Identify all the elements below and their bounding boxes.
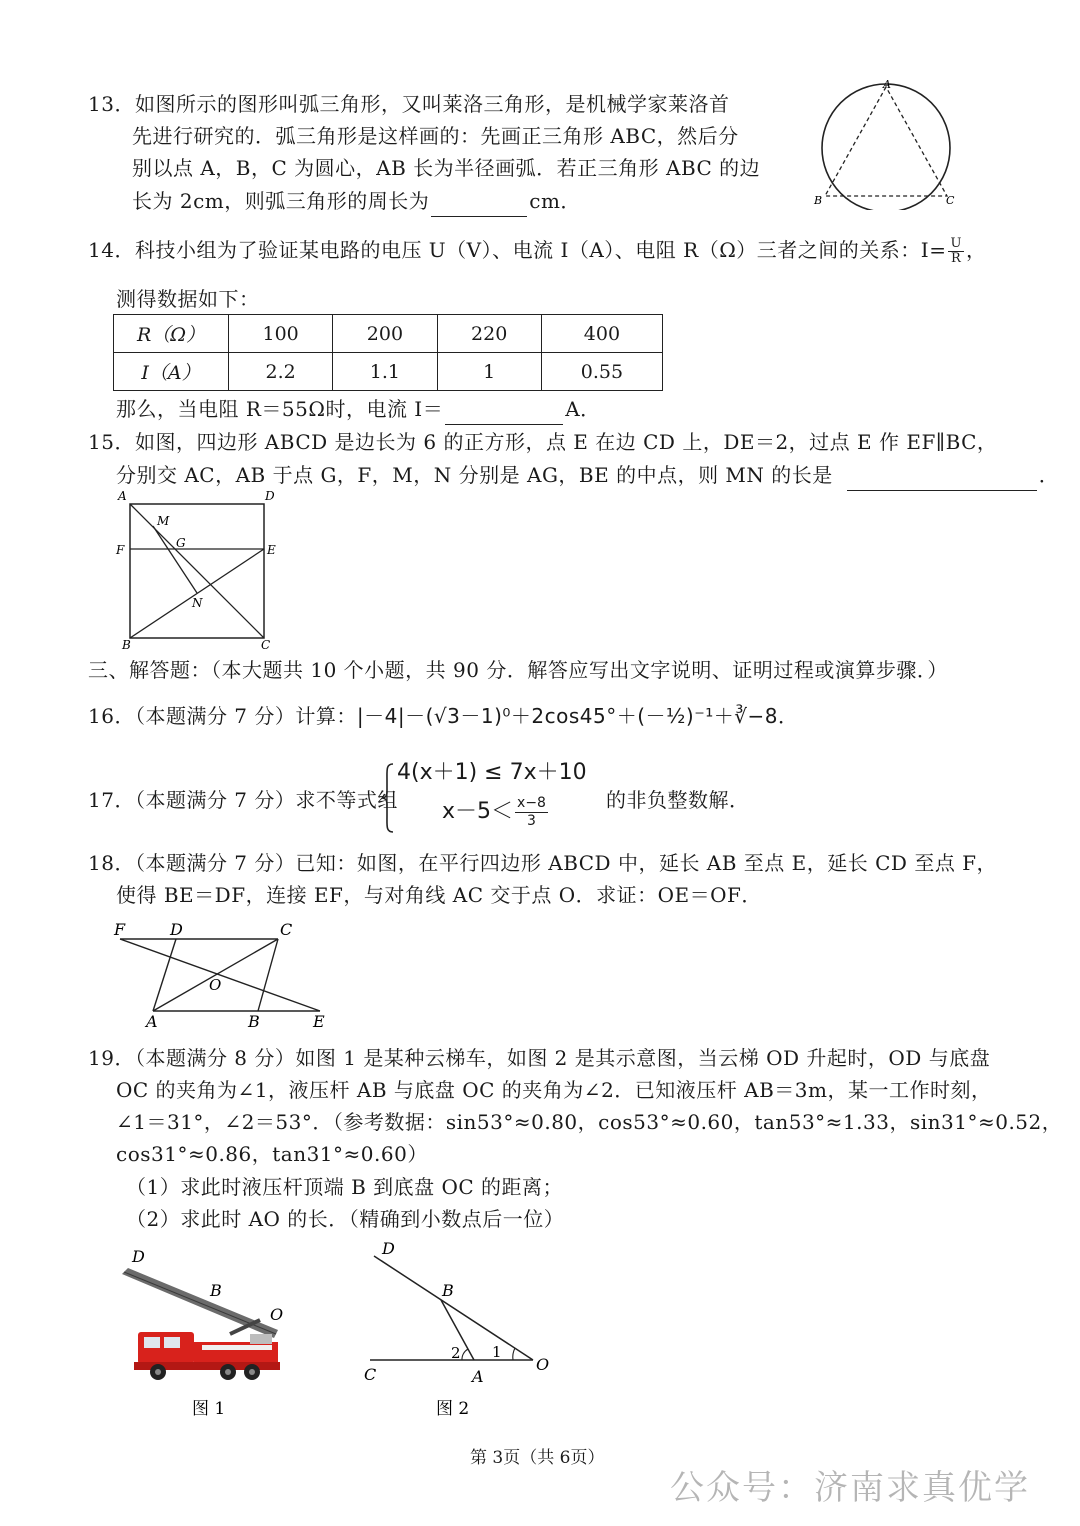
table-cell: 2.2 [229, 353, 333, 391]
table-cell: 100 [229, 315, 333, 353]
q19-line4: cos31°≈0.86，tan31°≈0.60） [116, 1142, 428, 1166]
table-cell: 1 [437, 353, 541, 391]
label-C: C [261, 638, 271, 652]
q15-answer-blank [847, 468, 1037, 491]
ladder-schematic-figure [350, 1238, 570, 1428]
q19-line1: 19．（本题满分 8 分）如图 1 是某种云梯车，如图 2 是其示意图，当云梯 OD 升起时，OD 与底盘 [88, 1046, 991, 1070]
q15-line2-end: ． [1038, 463, 1060, 487]
q16-line [88, 700, 799, 732]
q15-line1: 15．如图，四边形 ABCD 是边长为 6 的正方形，点 E 在边 CD 上，DE＝2，过点 E 作 EF∥BC， [88, 430, 998, 454]
figure-1-caption: 图 1 [192, 1399, 226, 1419]
inequality-2-lhs: x－5＜ [442, 799, 514, 824]
q14-line1-end: ， [965, 238, 987, 262]
diagonal-ac [153, 939, 278, 1011]
q14-answer-blank [445, 402, 563, 425]
q16-expression: |－4|－(√3－1)⁰＋2cos45°＋(－½)⁻¹＋∛−8． [356, 704, 799, 728]
label-N: N [192, 596, 203, 610]
label-O: O [209, 976, 222, 994]
section-3-heading: 三、解答题：（本大题共 10 个小题，共 90 分．解答应写出文字说明、证明过程或演算步骤．） [88, 658, 948, 682]
label-F: F [116, 543, 125, 557]
label-A: A [472, 1367, 484, 1386]
q15-line2-text: 分别交 AC，AB 于点 G，F，M，N 分别是 AG，BE 的中点，则 MN 的长是 [116, 463, 833, 487]
parallelogram-figure [108, 914, 338, 1032]
label-C: C [946, 194, 955, 207]
label-A: A [146, 1012, 158, 1031]
label-D: D [170, 920, 183, 939]
segment-be [130, 549, 264, 638]
label-A: A [118, 489, 127, 503]
data-table [113, 314, 663, 391]
frac-denominator: 3 [527, 812, 536, 829]
inequality-1: 4(x＋1) ≤ 7x＋10 [397, 760, 587, 785]
label-G: G [176, 536, 186, 550]
table-row [114, 353, 663, 391]
q14-unit: A． [565, 397, 601, 421]
q13-line4-text: 长为 2cm，则弧三角形的周长为 [132, 189, 430, 213]
fire-truck-figure [110, 1238, 310, 1428]
reuleaux-outline [822, 84, 950, 210]
ohm-law-fraction [948, 237, 963, 266]
label-C: C [364, 1365, 377, 1384]
q13-unit: cm． [529, 189, 581, 213]
truck-ladder [122, 1268, 278, 1338]
label-B: B [814, 194, 823, 207]
square-figure [110, 486, 290, 654]
inequality-2 [442, 792, 550, 832]
label-O: O [270, 1305, 284, 1324]
label-E: E [267, 543, 276, 557]
table-cell: 0.55 [541, 353, 662, 391]
label-D: D [132, 1247, 145, 1266]
inner-triangle [825, 87, 947, 196]
label-A: A [883, 78, 891, 91]
page-number: 第 3页（共 6页） [470, 1448, 605, 1468]
q13-line3: 别以点 A，B，C 为圆心，AB 长为半径画弧．若正三角形 ABC 的边 [132, 156, 761, 180]
q14-line1 [88, 234, 986, 266]
angle-2-arc [462, 1349, 468, 1360]
q18-line1: 18．（本题满分 7 分）已知：如图，在平行四边形 ABCD 中，延长 AB 至点 E，延长 CD 至点 F， [88, 851, 998, 875]
system-brace [380, 762, 396, 834]
q14-line2: 测得数据如下： [116, 287, 260, 311]
inequality-2-fraction [515, 795, 548, 830]
label-B: B [248, 1012, 260, 1031]
frac-numerator: U [950, 236, 962, 251]
q19-line2: OC 的夹角为∠1，液压杆 AB 与底盘 OC 的夹角为∠2．已知液压杆 AB＝3m，某一工作时刻， [116, 1078, 992, 1102]
q19-line3: ∠1＝31°，∠2＝53°．（参考数据：sin53°≈0.80，cos53°≈0.60，tan53°≈1.33，sin31°≈0.52， [116, 1110, 1063, 1134]
label-D: D [382, 1239, 395, 1258]
table-cell: 200 [333, 315, 437, 353]
figure-2-caption: 图 2 [436, 1399, 470, 1419]
q16-prefix: 16．（本题满分 7 分）计算： [88, 704, 357, 728]
q14-line3 [116, 393, 601, 425]
label-B: B [442, 1281, 454, 1300]
side-bc [258, 939, 278, 1011]
q18-line2: 使得 BE＝DF，连接 EF，与对角线 AC 交于点 O．求证：OE＝OF． [116, 883, 762, 907]
table-cell: 400 [541, 315, 662, 353]
table-header-i: I（A） [114, 353, 229, 391]
angle-1-arc [513, 1348, 515, 1360]
label-C: C [280, 920, 293, 939]
q17-suffix: 的非负整数解． [606, 788, 750, 812]
q19-part2: （2）求此时 AO 的长．（精确到小数点后一位） [126, 1207, 565, 1231]
label-M: M [157, 514, 170, 528]
label-D: D [265, 489, 275, 503]
label-B: B [210, 1281, 222, 1300]
q13-line2: 先进行研究的．弧三角形是这样画的：先画正三角形 ABC，然后分 [132, 124, 739, 148]
q13-line4 [132, 185, 581, 217]
watermark-text: 公众号：济南求真优学 [670, 1468, 1030, 1508]
angle-1-label: 1 [492, 1343, 502, 1361]
q17-prefix: 17．（本题满分 7 分）求不等式组 [88, 788, 398, 812]
reuleaux-triangle-figure [808, 78, 968, 210]
q13-answer-blank [431, 194, 527, 217]
table-cell: 220 [437, 315, 541, 353]
q13-line1: 13．如图所示的图形叫弧三角形，又叫莱洛三角形，是机械学家莱洛首 [88, 92, 730, 116]
table-row [114, 315, 663, 353]
table-header-r: R（Ω） [114, 315, 229, 353]
table-cell: 1.1 [333, 353, 437, 391]
frac-numerator: x−8 [517, 794, 546, 811]
q19-part1: （1）求此时液压杆顶端 B 到底盘 OC 的距离； [126, 1175, 564, 1199]
label-O: O [536, 1355, 550, 1374]
label-F: F [114, 920, 126, 939]
label-B: B [122, 638, 131, 652]
q14-line3-text: 那么，当电阻 R＝55Ω时，电流 I＝ [116, 397, 444, 421]
frac-denominator: R [951, 251, 962, 266]
label-E: E [313, 1012, 325, 1031]
diagonal-ac [130, 504, 264, 638]
q14-line1-text: 14．科技小组为了验证某电路的电压 U（V）、电流 I（A）、电阻 R（Ω）三者之间的关系：I= [88, 238, 947, 262]
angle-2-label: 2 [451, 1344, 461, 1362]
segment-ef [120, 939, 320, 1011]
segment-mn [153, 526, 197, 593]
